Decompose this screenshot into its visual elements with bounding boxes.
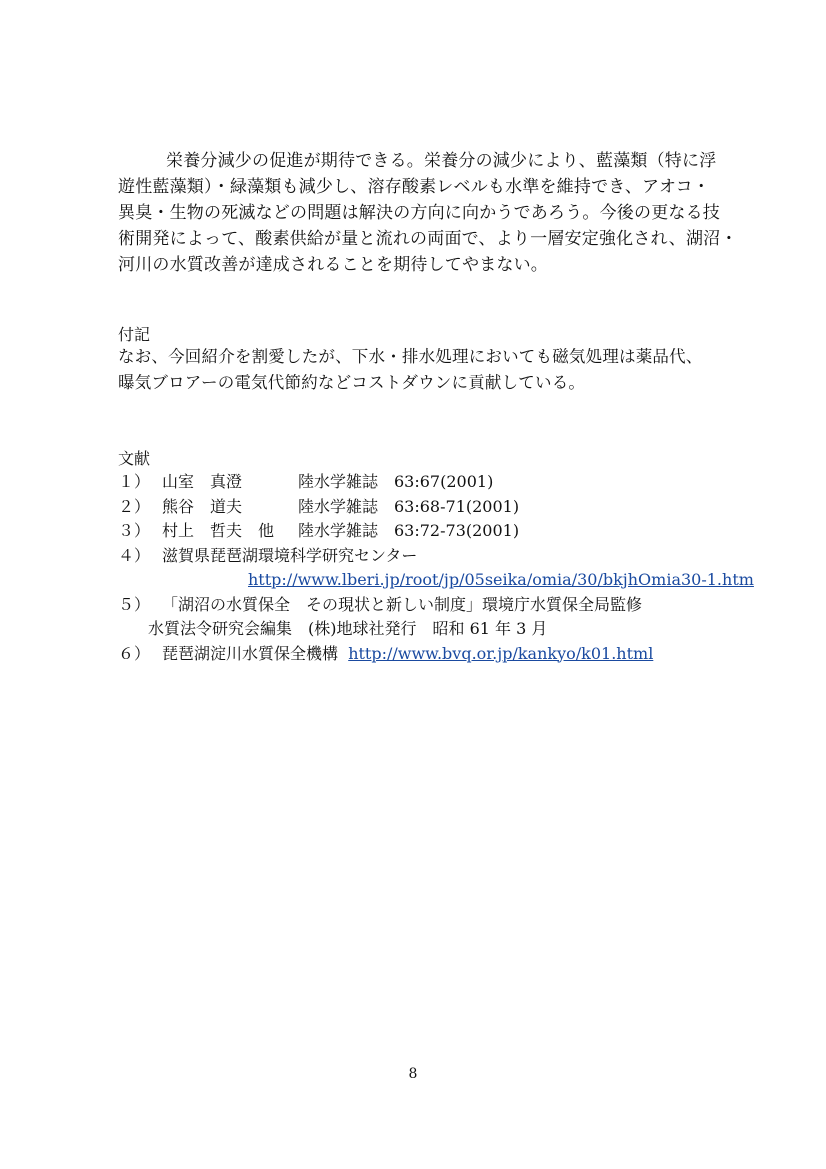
reference-number: ４） (118, 545, 151, 565)
reference-continuation (118, 617, 754, 642)
note-heading: 付記 (118, 325, 151, 344)
reference-citation: 63:72-73(2001) (394, 521, 520, 540)
reference-link[interactable]: http://www.bvq.or.jp/kankyo/k01.html (348, 643, 654, 663)
reference-number: １） (118, 472, 151, 491)
references-list (118, 470, 754, 666)
reference-number: ３） (118, 521, 151, 540)
reference-number: ５） (118, 594, 151, 614)
references-heading: 文献 (118, 449, 151, 468)
body-paragraph (118, 148, 738, 278)
reference-item (118, 470, 754, 495)
reference-citation: 63:67(2001) (394, 472, 494, 491)
body-line: 術開発によって、酸素供給が量と流れの両面で、より一層安定強化され、湖沼・ (118, 229, 738, 249)
reference-author: 村上 哲夫 他 (162, 521, 275, 540)
reference-author: 山室 真澄 (162, 472, 243, 491)
body-line: 遊性藍藻類）・緑藻類も減少し、溶存酸素レベルも水準を維持でき、アオコ・ (118, 177, 710, 197)
reference-item (118, 544, 754, 569)
reference-publisher: 水質法令研究会編集 (株)地球社発行 昭和 61 年 3 月 (148, 619, 548, 638)
reference-number: ６） (118, 643, 151, 663)
reference-journal: 陸水学雑誌 (298, 521, 379, 540)
reference-title: 滋賀県琵琶湖環境科学研究センター (162, 545, 418, 565)
reference-number: ２） (118, 496, 151, 516)
body-line: 栄養分減少の促進が期待できる。栄養分の減少により、藍藻類（特に浮 (166, 151, 717, 171)
reference-item (118, 519, 754, 544)
body-line: 異臭・生物の死滅などの問題は解決の方向に向かうであろう。今後の更なる技 (118, 203, 720, 223)
reference-journal: 陸水学雑誌 (298, 472, 379, 491)
reference-link[interactable]: http://www.lberi.jp/root/jp/05seika/omia/30/bkjhOmia30-1.htm (248, 570, 754, 589)
reference-title: 「湖沼の水質保全 その現状と新しい制度」環境庁水質保全局監修 (162, 594, 643, 614)
body-line: 河川の水質改善が達成されることを期待してやまない。 (118, 255, 548, 275)
reference-item (118, 593, 754, 618)
page-number: 8 (408, 1066, 418, 1082)
reference-url-line (118, 568, 754, 593)
note-line: なお、今回紹介を割愛したが、下水・排水処理においても磁気処理は薬品代、 (118, 347, 703, 366)
reference-title: 琵琶湖淀川水質保全機構 (162, 643, 339, 663)
reference-item (118, 642, 754, 667)
reference-author: 熊谷 道夫 (162, 496, 243, 516)
reference-journal: 陸水学雑誌 (298, 496, 379, 516)
reference-citation: 63:68-71(2001) (394, 496, 520, 516)
reference-item (118, 495, 754, 520)
note-line: 曝気ブロアーの電気代節約などコストダウンに貢献している。 (118, 373, 586, 392)
note-paragraph (118, 344, 708, 396)
